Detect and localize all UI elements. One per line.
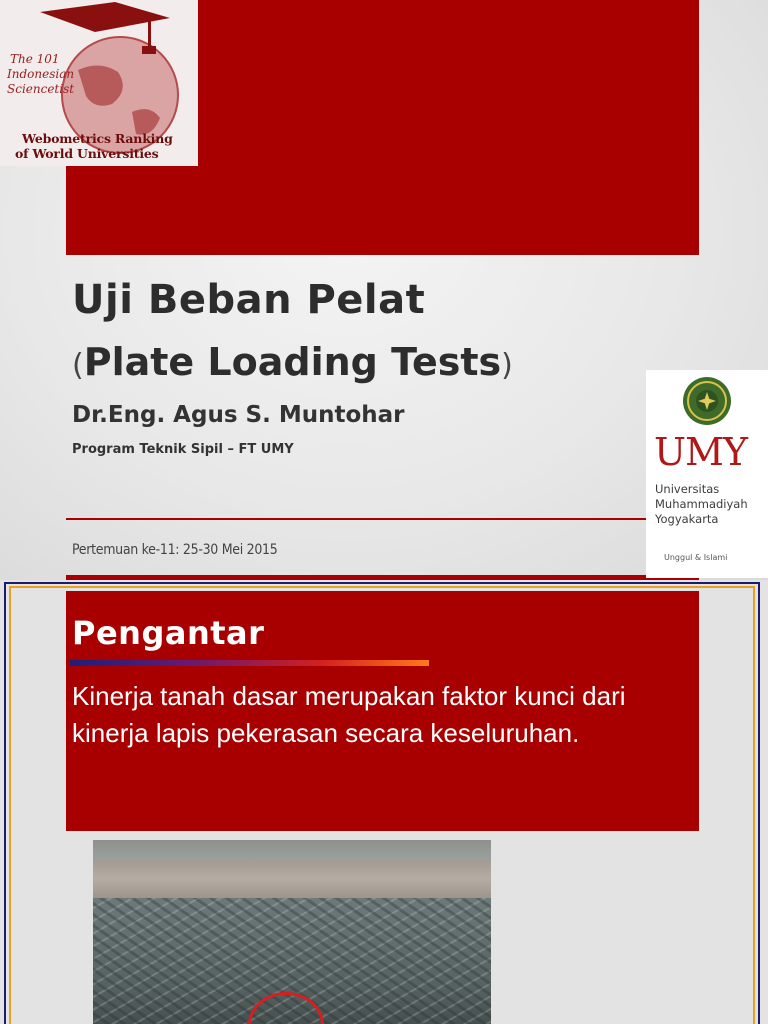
paren-open: (: [72, 348, 84, 383]
umy-seal-icon: [682, 376, 732, 426]
content-slide: [0, 580, 768, 1024]
badge-text-line2: Indonesian: [7, 67, 75, 81]
umy-fullname: [655, 482, 748, 527]
badge-ranking-line1: Webometrics Ranking: [22, 131, 173, 146]
umy-wordmark: UMY: [654, 430, 748, 474]
author-name: Dr.Eng. Agus S. Muntohar: [72, 402, 405, 428]
paren-close: ): [501, 348, 513, 383]
badge-text-line1: The 101: [10, 52, 60, 66]
badge-ranking-line2: of World Universities: [15, 146, 159, 161]
slide-title: Uji Beban Pelat: [72, 277, 426, 323]
umy-sub-line2: Muhammadiyah: [655, 497, 748, 511]
slide-subtitle-text: Plate Loading Tests: [83, 340, 502, 384]
heading-underline: [70, 660, 429, 666]
umy-sub-line3: Yogyakarta: [655, 512, 719, 526]
umy-sub-line1: Universitas: [655, 482, 720, 496]
section-body: Kinerja tanah dasar merupakan faktor kunci dari kinerja lapis pekerasan secara keseluruhan.: [72, 681, 626, 748]
slide-subtitle: [72, 338, 513, 390]
badge-text-line3: Sciencetist: [7, 82, 75, 96]
photo-base-layer: [93, 860, 491, 898]
meeting-info: Pertemuan ke-11: 25-30 Mei 2015: [72, 542, 278, 558]
section-heading: Pengantar: [72, 614, 265, 652]
photo-surface-layer: [93, 840, 491, 860]
umy-logo: [646, 370, 768, 578]
program-name: Program Teknik Sipil – FT UMY: [72, 442, 294, 457]
pavement-cross-section-photo: [93, 840, 491, 1024]
umy-tagline: Unggul & Islami: [664, 553, 728, 562]
divider-line: [66, 518, 666, 520]
webometrics-badge: [0, 0, 198, 166]
